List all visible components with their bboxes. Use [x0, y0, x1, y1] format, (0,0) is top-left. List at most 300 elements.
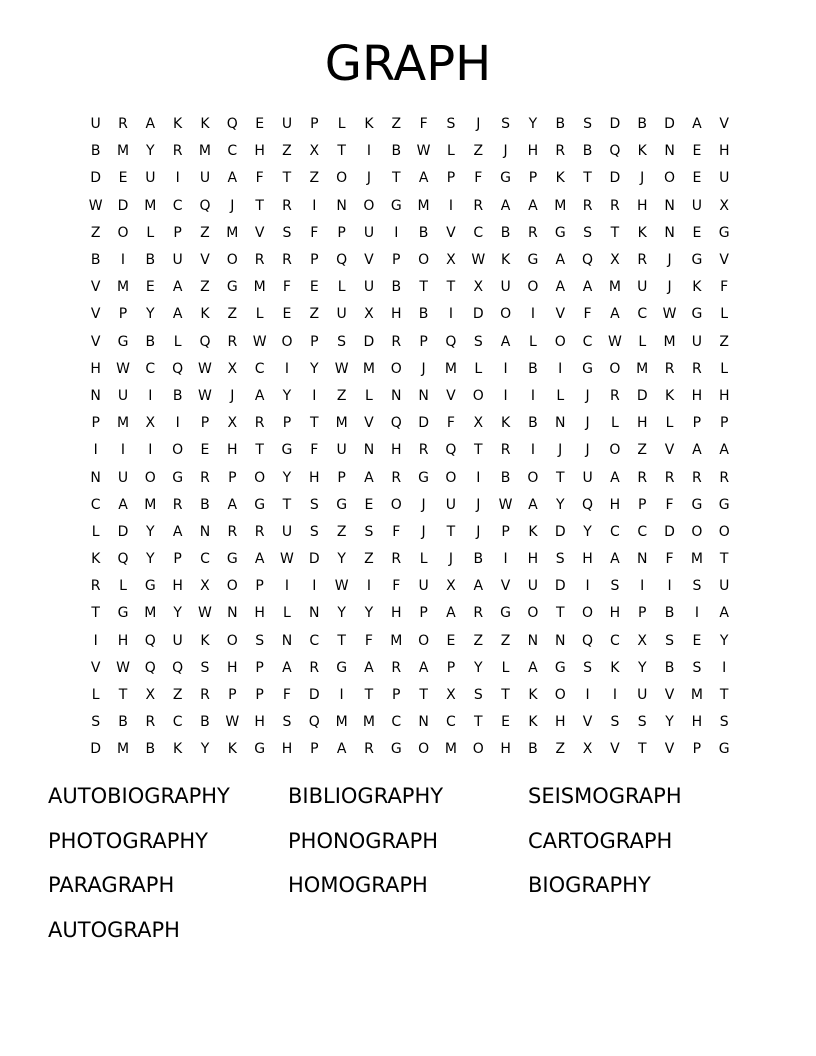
grid-letter: B [90, 252, 101, 269]
grid-letter: I [667, 578, 672, 595]
grid-letter: L [365, 387, 373, 404]
grid-letter: H [609, 496, 621, 513]
grid-letter: Z [309, 170, 320, 187]
grid-letter: L [146, 224, 155, 241]
grid-letter: Q [308, 714, 320, 731]
grid-letter: B [582, 143, 593, 160]
grid-letter: O [172, 442, 184, 459]
grid-letter: P [392, 252, 401, 269]
grid-letter: V [664, 442, 675, 459]
word-bank-item: BIBLIOGRAPHY [288, 784, 444, 808]
grid-letter: G [582, 360, 593, 377]
grid-letter: E [446, 632, 456, 649]
grid-letter: S [91, 714, 101, 731]
grid-letter: O [472, 741, 484, 758]
grid-letter: I [312, 197, 317, 214]
grid-row [82, 437, 738, 464]
grid-letter: K [500, 415, 511, 432]
grid-letter: N [664, 197, 675, 214]
grid-letter: J [503, 143, 508, 160]
grid-letter: U [199, 170, 211, 187]
grid-letter: W [662, 306, 677, 323]
grid-letter: P [446, 659, 456, 676]
grid-letter: M [663, 333, 676, 350]
grid-letter: P [255, 659, 264, 676]
grid-letter: D [554, 578, 566, 595]
grid-letter: R [473, 605, 484, 622]
grid-letter: S [309, 496, 319, 513]
grid-letter: B [200, 496, 210, 513]
grid-letter: P [501, 523, 510, 540]
grid-row [82, 492, 738, 519]
grid-letter: H [254, 714, 265, 731]
grid-letter: U [691, 197, 702, 214]
grid-letter: Q [199, 333, 211, 350]
grid-letter: N [391, 387, 402, 404]
grid-letter: J [585, 415, 590, 432]
grid-letter: R [692, 360, 702, 377]
word-bank-item: PHONOGRAPH [288, 828, 439, 853]
grid-letter: M [144, 496, 157, 513]
grid-letter: Y [146, 551, 155, 568]
grid-letter: O [609, 360, 621, 377]
grid-letter: I [93, 632, 98, 649]
grid-letter: F [665, 551, 674, 568]
grid-letter: E [692, 170, 702, 187]
grid-letter: T [364, 687, 374, 704]
grid-letter: X [364, 306, 374, 323]
grid-letter: R [391, 333, 402, 350]
grid-letter: A [364, 469, 374, 486]
grid-letter: B [145, 741, 156, 758]
grid-letter: R [664, 469, 675, 486]
grid-letter: E [309, 279, 319, 296]
grid-letter: O [554, 687, 566, 704]
word-bank-item: PHOTOGRAPHY [48, 828, 209, 853]
grid-letter: G [144, 578, 156, 595]
grid-letter: M [690, 551, 703, 568]
grid-letter: Q [336, 252, 348, 269]
grid-letter: I [694, 605, 699, 622]
page-title: GRAPH [324, 36, 492, 92]
grid-letter: P [692, 415, 702, 432]
grid-letter: Z [719, 333, 729, 350]
grid-letter: S [610, 578, 620, 595]
grid-row [82, 138, 738, 165]
grid-letter: L [419, 551, 428, 568]
grid-letter: U [418, 578, 429, 595]
grid-letter: A [610, 469, 620, 486]
grid-letter: I [120, 252, 126, 269]
grid-letter: I [585, 687, 590, 704]
grid-letter: P [91, 415, 100, 432]
grid-letter: V [90, 333, 101, 350]
grid-letter: G [418, 469, 430, 486]
grid-letter: G [718, 224, 730, 241]
grid-letter: K [500, 252, 511, 269]
grid-letter: O [281, 333, 293, 350]
grid-letter: T [118, 687, 128, 704]
grid-letter: J [585, 442, 590, 459]
grid-letter: G [691, 306, 703, 323]
grid-letter: T [637, 741, 647, 758]
grid-letter: U [445, 496, 457, 513]
grid-letter: E [118, 170, 128, 187]
grid-letter: P [310, 116, 319, 133]
grid-letter: G [281, 442, 293, 459]
grid-letter: D [308, 687, 320, 704]
grid-letter: O [390, 360, 402, 377]
grid-letter: J [476, 496, 481, 513]
grid-letter: O [144, 469, 156, 486]
grid-letter: B [664, 659, 675, 676]
grid-letter: H [391, 605, 402, 622]
grid-letter: J [230, 197, 235, 214]
grid-letter: G [718, 741, 730, 758]
grid-letter: X [610, 252, 620, 269]
grid-letter: M [116, 415, 130, 432]
grid-letter: R [254, 252, 265, 269]
grid-letter: T [255, 442, 264, 459]
letter-grid [82, 111, 738, 764]
grid-letter: L [119, 578, 127, 595]
grid-letter: A [254, 387, 265, 404]
grid-letter: N [199, 523, 211, 540]
grid-letter: G [226, 279, 238, 296]
grid-letter: R [118, 116, 128, 133]
grid-letter: R [227, 333, 238, 350]
grid-letter: K [528, 714, 538, 731]
grid-letter: T [446, 523, 456, 540]
grid-letter: C [582, 333, 593, 350]
grid-letter: E [200, 442, 210, 459]
grid-letter: L [283, 605, 291, 622]
grid-letter: I [93, 442, 98, 459]
grid-letter: R [528, 224, 538, 241]
grid-letter: Z [309, 306, 320, 323]
grid-letter: N [309, 605, 320, 622]
grid-letter: K [528, 523, 538, 540]
grid-letter: O [117, 224, 129, 241]
grid-letter: R [145, 714, 156, 731]
grid-letter: X [473, 415, 484, 432]
grid-letter: T [91, 605, 100, 622]
grid-letter: O [390, 496, 402, 513]
grid-letter: K [555, 170, 565, 187]
grid-letter: R [391, 551, 402, 568]
grid-letter: V [664, 741, 675, 758]
grid-letter: X [637, 632, 648, 649]
word-bank [48, 776, 768, 954]
grid-letter: L [610, 415, 619, 432]
grid-letter: M [690, 687, 703, 704]
grid-letter: O [363, 197, 375, 214]
grid-letter: T [337, 632, 346, 649]
grid-letter: P [528, 170, 538, 187]
grid-letter: U [500, 279, 511, 296]
grid-row [82, 573, 738, 600]
grid-letter: T [282, 170, 292, 187]
grid-letter: W [116, 360, 130, 377]
grid-letter: H [172, 578, 183, 595]
grid-letter: G [336, 496, 348, 513]
grid-letter: F [310, 224, 319, 241]
grid-letter: T [446, 279, 456, 296]
grid-letter: G [554, 224, 566, 241]
grid-letter: U [117, 469, 129, 486]
grid-row [82, 111, 738, 138]
grid-letter: O [226, 252, 238, 269]
grid-letter: U [281, 116, 293, 133]
grid-letter: B [145, 333, 156, 350]
grid-letter: X [227, 415, 238, 432]
grid-letter: Z [364, 551, 374, 568]
grid-letter: F [665, 496, 674, 513]
grid-letter: H [227, 442, 238, 459]
grid-letter: R [282, 197, 292, 214]
grid-letter: B [418, 306, 429, 323]
grid-letter: V [254, 224, 265, 241]
grid-letter: O [691, 523, 703, 540]
grid-letter: P [337, 224, 346, 241]
grid-letter: E [364, 496, 374, 513]
grid-letter: I [148, 387, 153, 404]
grid-letter: I [585, 578, 590, 595]
grid-letter: R [227, 523, 238, 540]
grid-letter: P [200, 415, 210, 432]
grid-letter: P [638, 496, 647, 513]
grid-letter: B [200, 714, 210, 731]
grid-letter: V [719, 252, 729, 269]
word-bank-item: BIOGRAPHY [528, 873, 651, 897]
grid-letter: B [528, 415, 538, 432]
grid-letter: P [419, 605, 428, 622]
grid-letter: A [582, 279, 593, 296]
grid-letter: S [637, 714, 647, 731]
grid-letter: Y [310, 360, 319, 377]
grid-letter: K [200, 632, 210, 649]
grid-letter: R [473, 197, 484, 214]
grid-letter: S [473, 687, 483, 704]
grid-letter: X [145, 415, 156, 432]
grid-letter: T [391, 170, 401, 187]
grid-letter: A [145, 116, 156, 133]
word-bank-item: PARAGRAPH [48, 873, 175, 897]
grid-letter: W [334, 360, 349, 377]
grid-letter: E [282, 306, 292, 323]
grid-letter: N [363, 442, 375, 459]
grid-letter: N [664, 143, 675, 160]
grid-row [82, 709, 738, 736]
grid-letter: X [446, 687, 456, 704]
grid-letter: R [200, 687, 210, 704]
grid-letter: S [255, 632, 265, 649]
grid-letter: C [90, 496, 101, 513]
grid-letter: P [638, 605, 647, 622]
grid-letter: P [310, 741, 319, 758]
grid-letter: F [474, 170, 483, 187]
grid-letter: T [255, 197, 264, 214]
grid-letter: U [719, 170, 730, 187]
grid-letter: O [418, 741, 430, 758]
grid-letter: A [473, 578, 484, 595]
grid-letter: D [664, 116, 675, 133]
grid-letter: Z [172, 687, 183, 704]
grid-letter: S [610, 714, 620, 731]
grid-letter: Z [227, 306, 238, 323]
grid-letter: U [281, 523, 293, 540]
grid-letter: Z [282, 143, 292, 160]
grid-letter: Q [144, 659, 156, 676]
grid-letter: S [692, 578, 702, 595]
grid-letter: H [609, 605, 621, 622]
grid-letter: I [312, 578, 317, 595]
grid-letter: A [528, 496, 538, 513]
grid-letter: N [555, 415, 566, 432]
grid-row [82, 247, 738, 274]
grid-letter: P [392, 687, 401, 704]
grid-letter: S [200, 659, 210, 676]
grid-letter: F [392, 578, 401, 595]
grid-letter: X [227, 360, 238, 377]
grid-letter: I [476, 469, 481, 486]
grid-letter: B [664, 605, 675, 622]
grid-letter: R [637, 469, 648, 486]
grid-letter: N [527, 632, 539, 649]
grid-letter: I [366, 143, 372, 160]
grid-letter: Q [582, 252, 594, 269]
grid-letter: F [364, 632, 373, 649]
grid-letter: U [527, 578, 539, 595]
grid-letter: M [444, 360, 457, 377]
grid-letter: G [172, 469, 184, 486]
grid-letter: D [418, 415, 429, 432]
grid-letter: N [281, 632, 293, 649]
grid-letter: N [90, 469, 101, 486]
word-bank-item: HOMOGRAPH [288, 873, 428, 897]
grid-letter: L [720, 306, 729, 323]
grid-letter: Y [583, 523, 592, 540]
grid-letter: Z [473, 632, 484, 649]
grid-letter: B [500, 224, 511, 241]
grid-letter: U [172, 252, 183, 269]
grid-letter: L [337, 279, 346, 296]
grid-letter: G [336, 659, 348, 676]
grid-letter: M [417, 197, 430, 214]
grid-letter: F [310, 442, 319, 459]
grid-letter: P [282, 415, 292, 432]
grid-letter: G [691, 496, 703, 513]
grid-letter: H [309, 469, 320, 486]
grid-letter: M [253, 279, 266, 296]
grid-letter: Y [146, 143, 155, 160]
grid-letter: K [528, 687, 538, 704]
grid-letter: P [228, 469, 237, 486]
grid-letter: A [227, 496, 238, 513]
grid-letter: Y [146, 523, 155, 540]
grid-letter: L [173, 333, 182, 350]
grid-letter: X [446, 252, 456, 269]
grid-letter: J [476, 116, 481, 133]
grid-letter: A [692, 442, 702, 459]
grid-letter: U [336, 442, 347, 459]
grid-letter: A [227, 170, 238, 187]
grid-letter: L [556, 387, 565, 404]
grid-letter: B [637, 116, 648, 133]
grid-letter: A [172, 306, 183, 323]
grid-row [82, 628, 738, 655]
grid-letter: Q [226, 116, 238, 133]
grid-letter: I [503, 387, 508, 404]
grid-letter: L [529, 333, 537, 350]
grid-letter: I [530, 387, 535, 404]
grid-letter: G [390, 741, 402, 758]
grid-row [82, 546, 738, 573]
grid-letter: U [363, 279, 375, 296]
grid-letter: N [664, 224, 675, 241]
grid-letter: B [528, 360, 538, 377]
grid-letter: H [636, 415, 648, 432]
grid-letter: I [503, 360, 508, 377]
grid-letter: M [335, 714, 348, 731]
grid-letter: D [472, 306, 484, 323]
grid-letter: B [118, 714, 128, 731]
grid-letter: I [284, 360, 290, 377]
grid-letter: X [473, 279, 484, 296]
grid-letter: W [252, 333, 267, 350]
grid-letter: Q [117, 551, 129, 568]
grid-letter: S [282, 714, 292, 731]
grid-letter: J [421, 360, 426, 377]
grid-row [82, 736, 738, 763]
grid-letter: B [172, 387, 183, 404]
grid-letter: U [90, 116, 101, 133]
grid-letter: W [198, 360, 212, 377]
grid-letter: K [610, 659, 620, 676]
grid-letter: R [692, 469, 702, 486]
grid-letter: A [692, 116, 702, 133]
grid-letter: Y [719, 632, 729, 649]
grid-letter: R [664, 360, 675, 377]
grid-letter: J [640, 170, 645, 187]
grid-letter: U [363, 224, 375, 241]
grid-letter: I [339, 687, 344, 704]
grid-letter: T [610, 224, 620, 241]
grid-letter: C [637, 306, 648, 323]
grid-letter: O [582, 605, 594, 622]
grid-letter: V [555, 306, 566, 323]
grid-letter: J [476, 523, 481, 540]
grid-letter: V [582, 714, 593, 731]
grid-letter: Y [364, 605, 374, 622]
grid-letter: R [391, 659, 402, 676]
grid-letter: V [610, 741, 620, 758]
grid-letter: M [198, 143, 212, 160]
grid-letter: P [419, 333, 428, 350]
grid-letter: K [227, 741, 237, 758]
grid-letter: P [310, 333, 319, 350]
word-bank-item: CARTOGRAPH [528, 828, 673, 853]
grid-letter: K [173, 116, 183, 133]
grid-letter: A [446, 605, 456, 622]
grid-letter: K [692, 279, 702, 296]
grid-letter: U [145, 170, 156, 187]
grid-letter: H [391, 306, 402, 323]
grid-letter: P [255, 578, 264, 595]
grid-letter: Y [337, 551, 346, 568]
grid-letter: R [610, 387, 620, 404]
grid-letter: I [175, 170, 180, 187]
